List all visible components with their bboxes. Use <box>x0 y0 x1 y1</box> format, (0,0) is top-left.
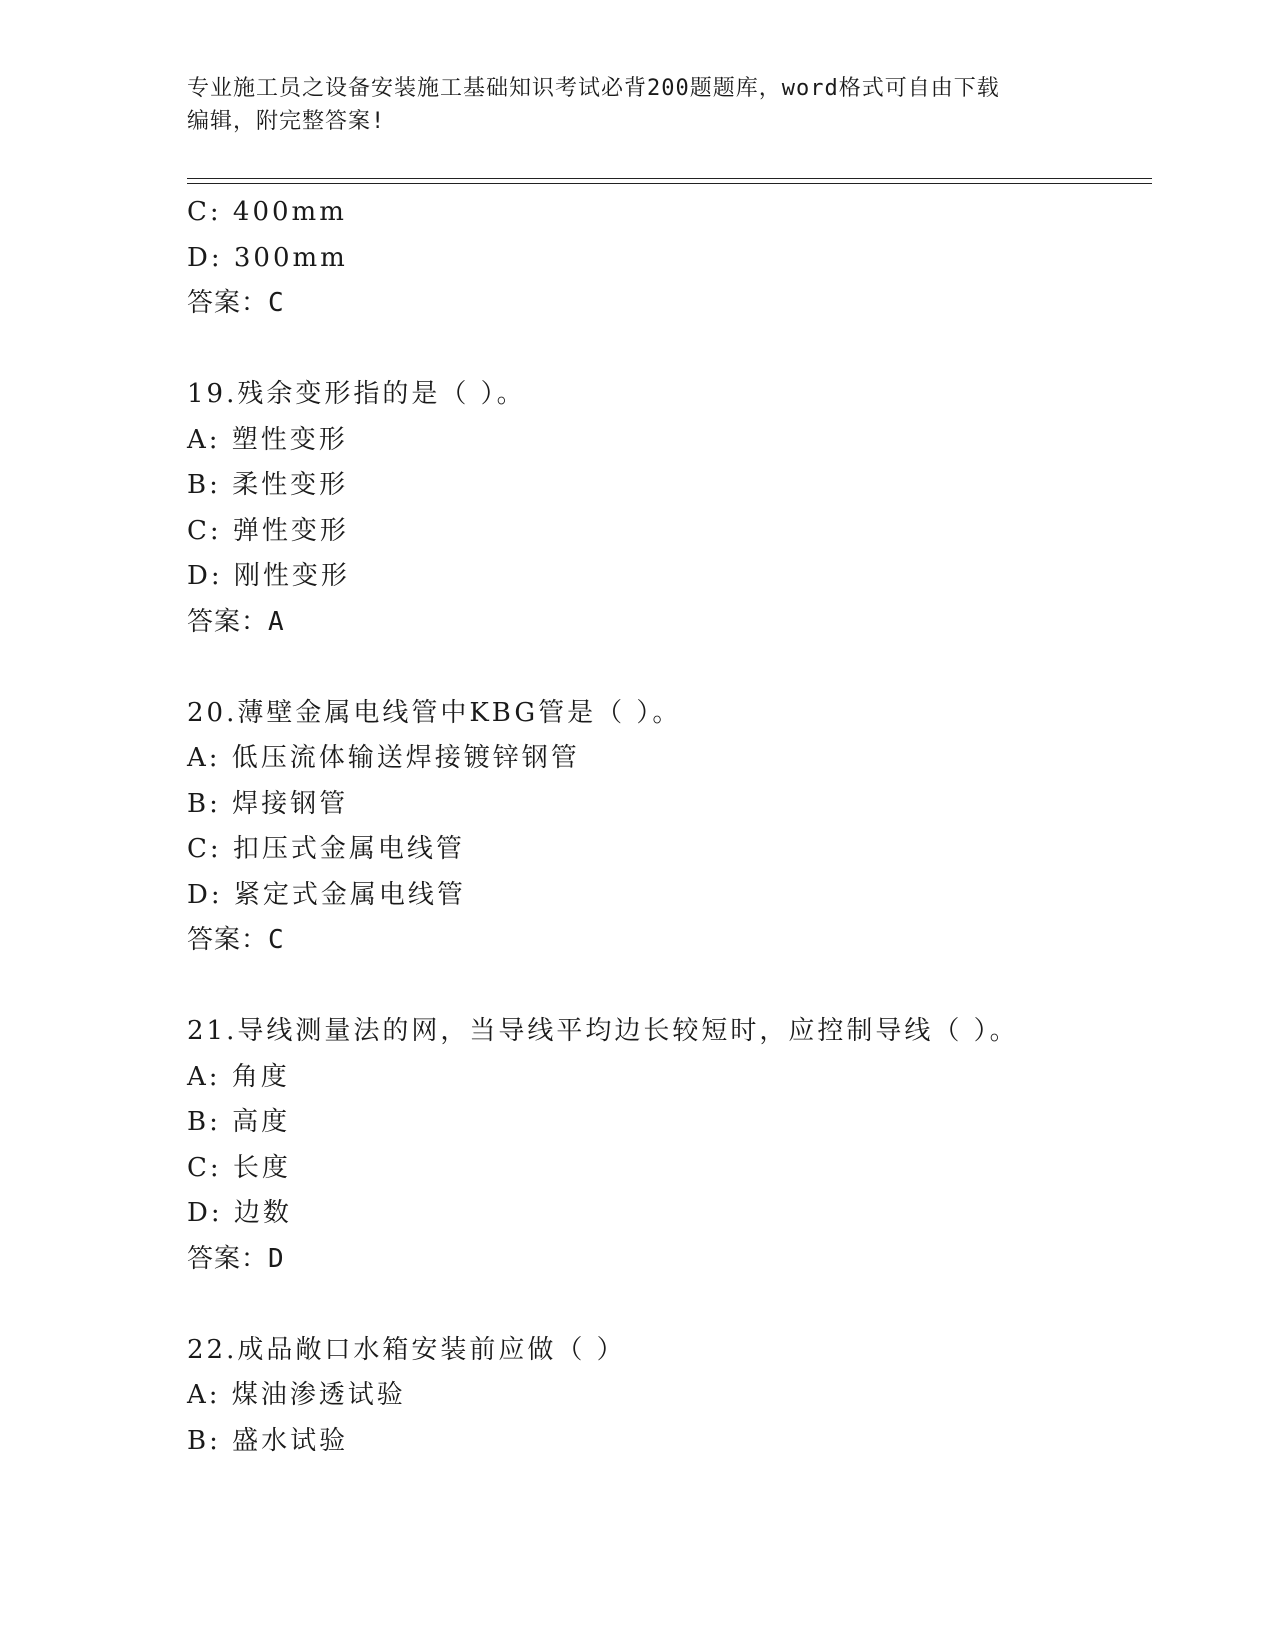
option-b: B: 高度 <box>187 1107 291 1137</box>
header-line-1: 专业施工员之设备安装施工基础知识考试必背200题题库，word格式可自由下载 <box>187 76 1000 101</box>
question-22 <box>187 1328 1152 1465</box>
question-stem: 20.薄壁金属电线管中KBG管是（ ）。 <box>187 697 682 728</box>
answer: 答案：A <box>187 606 285 637</box>
page-header <box>187 72 1087 138</box>
option-b: B: 焊接钢管 <box>187 788 349 819</box>
option-a: A: 角度 <box>187 1061 290 1092</box>
header-line-2: 编辑，附完整答案! <box>187 109 386 134</box>
question-21 <box>187 1009 1152 1282</box>
option-d: D: 300mm <box>187 242 348 273</box>
header-divider-top <box>187 178 1152 179</box>
option-c: C: 扣压式金属电线管 <box>187 834 465 864</box>
spacer <box>187 1282 1152 1328</box>
option-d: D: 刚性变形 <box>187 561 350 591</box>
option-c: C: 400mm <box>187 197 347 227</box>
question-stem: 19.残余变形指的是（ ）。 <box>187 379 526 409</box>
option-d: D: 边数 <box>187 1198 292 1228</box>
spacer <box>187 645 1152 691</box>
spacer <box>187 964 1152 1010</box>
answer: 答案：C <box>187 288 285 318</box>
question-20 <box>187 691 1152 964</box>
option-a: A: 低压流体输送焊接镀锌钢管 <box>187 743 580 773</box>
question-list <box>187 190 1152 1464</box>
question-18 <box>187 190 1152 327</box>
option-a: A: 塑性变形 <box>187 424 348 455</box>
question-stem: 22.成品敞口水箱安装前应做（ ） <box>187 1334 626 1365</box>
answer: 答案：C <box>187 925 285 955</box>
option-d: D: 紧定式金属电线管 <box>187 879 466 910</box>
option-b: B: 盛水试验 <box>187 1425 349 1456</box>
question-stem: 21.导线测量法的网，当导线平均边长较短时，应控制导线（ ）。 <box>187 1016 1019 1046</box>
option-a: A: 煤油渗透试验 <box>187 1380 406 1410</box>
header-divider-bottom <box>187 183 1152 184</box>
option-b: B: 柔性变形 <box>187 470 349 500</box>
option-c: C: 长度 <box>187 1152 291 1183</box>
question-19 <box>187 372 1152 645</box>
spacer <box>187 327 1152 373</box>
answer: 答案：D <box>187 1243 285 1274</box>
option-c: C: 弹性变形 <box>187 515 349 546</box>
